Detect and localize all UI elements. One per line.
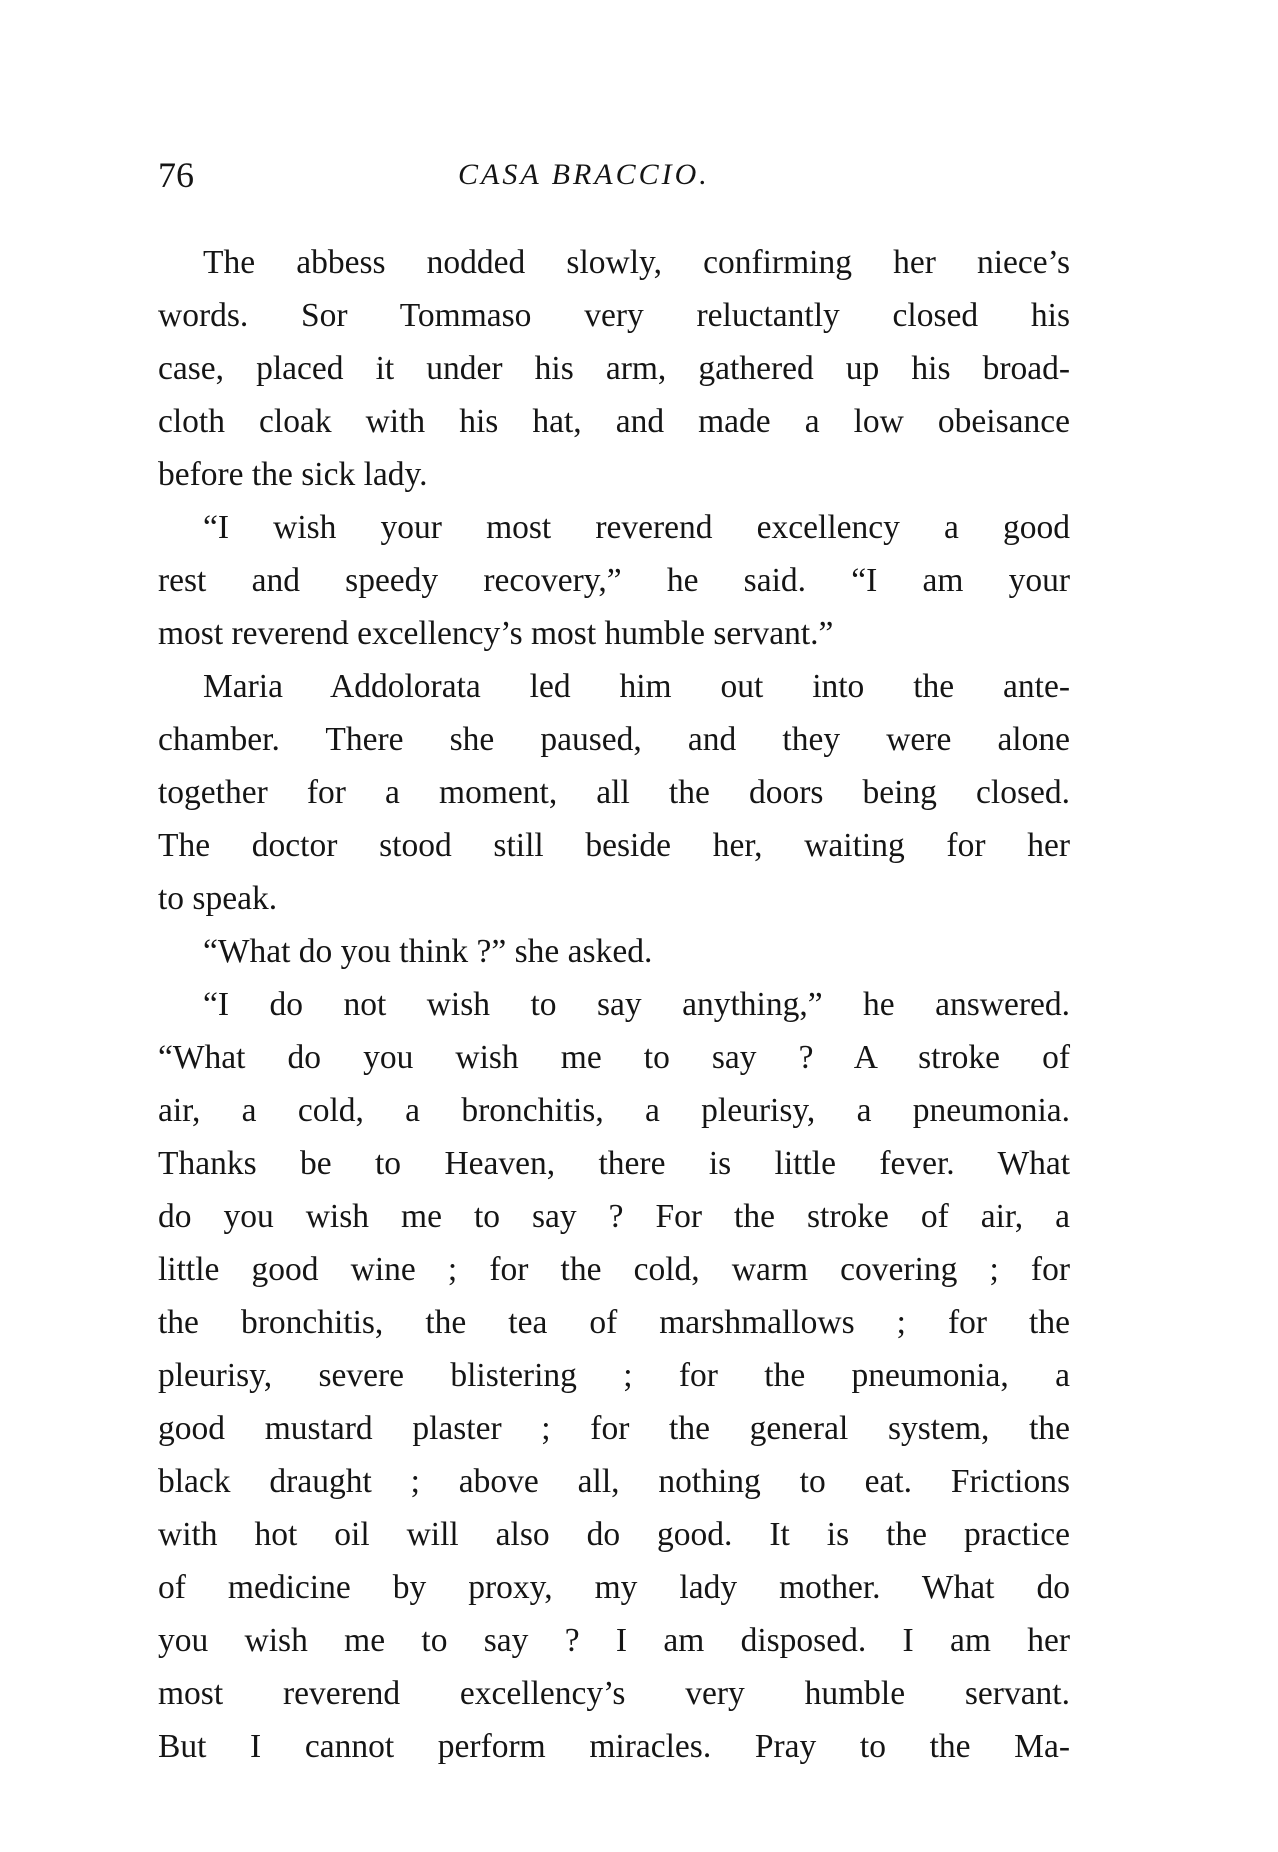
text-line: “What do you think ?” she asked. [203, 933, 653, 970]
text-line: “I wish your most reverend excellency a good [203, 509, 1070, 546]
body-text [158, 236, 1070, 1773]
text-line: together for a moment, all the doors being closed. [158, 774, 1070, 811]
text-line: with hot oil will also do good. It is the practice [158, 1516, 1070, 1553]
text-line: pleurisy, severe blistering ; for the pneumonia, a [158, 1357, 1070, 1394]
text-line: air, a cold, a bronchitis, a pleurisy, a pneumonia. [158, 1092, 1070, 1129]
text-line: black draught ; above all, nothing to eat. Frictions [158, 1463, 1070, 1500]
text-line: “What do you wish me to say ? A stroke of [158, 1039, 1070, 1076]
text-line: do you wish me to say ? For the stroke of air, a [158, 1198, 1070, 1235]
text-line: cloth cloak with his hat, and made a low obeisance [158, 403, 1070, 440]
text-line: most reverend excellency’s very humble servant. [158, 1675, 1070, 1712]
text-line: words. Sor Tommaso very reluctantly closed his [158, 297, 1070, 334]
running-head [158, 150, 1068, 200]
text-line: rest and speedy recovery,” he said. “I am your [158, 562, 1070, 599]
text-line: The doctor stood still beside her, waiting for her [158, 827, 1070, 864]
text-line: the bronchitis, the tea of marshmallows ; for the [158, 1304, 1070, 1341]
page-number: 76 [158, 155, 194, 195]
text-line: Thanks be to Heaven, there is little fever. What [158, 1145, 1070, 1182]
text-line: chamber. There she paused, and they were alone [158, 721, 1070, 758]
text-line: good mustard plaster ; for the general system, the [158, 1410, 1070, 1447]
text-line: Maria Addolorata led him out into the ante- [203, 668, 1070, 705]
text-line: But I cannot perform miracles. Pray to the Ma- [158, 1728, 1070, 1765]
text-line: of medicine by proxy, my lady mother. What do [158, 1569, 1070, 1606]
text-line: case, placed it under his arm, gathered up his broad- [158, 350, 1070, 387]
text-line: to speak. [158, 880, 278, 917]
text-line: you wish me to say ? I am disposed. I am her [158, 1622, 1070, 1659]
text-line: little good wine ; for the cold, warm covering ; for [158, 1251, 1070, 1288]
text-line: The abbess nodded slowly, confirming her niece’s [203, 244, 1070, 281]
running-title: CASA BRACCIO. [458, 158, 710, 191]
text-line: most reverend excellency’s most humble servant.” [158, 615, 834, 652]
text-line: before the sick lady. [158, 456, 428, 493]
text-line: “I do not wish to say anything,” he answered. [203, 986, 1070, 1023]
